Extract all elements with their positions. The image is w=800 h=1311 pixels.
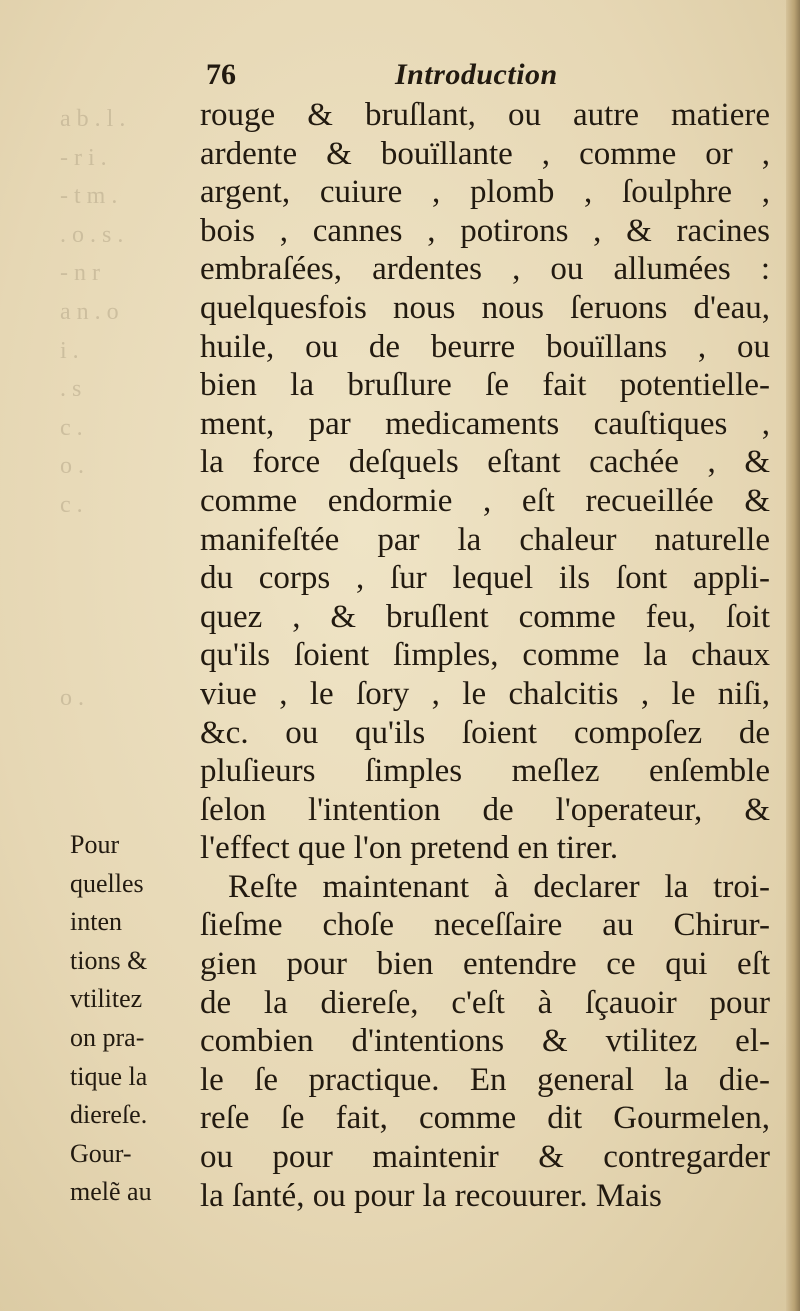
margin-note-line: Pour: [70, 830, 120, 859]
bleed-line: [60, 525, 190, 564]
margin-note-line: vtilitez: [70, 984, 143, 1014]
text-line: quez , & bruſlent comme feu, ſoit: [200, 598, 770, 635]
page-header: [200, 52, 760, 102]
text-line: ment, par medicaments cauſtiques ,: [200, 405, 770, 442]
bleed-line: [60, 602, 190, 641]
text-line: ou pour maintenir & contregarder: [200, 1139, 770, 1176]
text-line: rouge & bruſlant, ou autre matiere: [200, 97, 770, 133]
bleed-line: - n r: [60, 260, 100, 287]
margin-note-line: on pra-: [70, 1022, 145, 1052]
bleed-line: i .: [60, 337, 79, 364]
bleed-line: [60, 563, 190, 602]
text-line: Reſte maintenant à declarer la troi-: [228, 868, 770, 905]
text-line: la force deſquels eſtant cachée , &: [200, 444, 770, 481]
text-line: qu'ils ſoient ſimples, comme la chaux: [200, 637, 770, 674]
bleed-line: a b . l .: [60, 106, 126, 132]
text-line: le ſe practique. En general la die-: [200, 1061, 770, 1098]
text-line: la ſanté, ou pour la recouurer. Mais: [200, 1177, 662, 1214]
text-line: embraſées, ardentes , ou allumées :: [200, 251, 770, 288]
text-line: ſelon l'intention de l'operateur, &: [200, 791, 770, 828]
bleed-line: c .: [60, 491, 83, 518]
text-line: argent, cuiure , plomb , ſoulphre ,: [200, 174, 770, 211]
margin-note-line: inten: [70, 907, 122, 937]
text-line: huile, ou de beurre bouïllans , ou: [200, 328, 770, 365]
body-text: [200, 96, 770, 1215]
text-line: pluſieurs ſimples meſlez enſemble: [200, 753, 770, 790]
text-line: comme endormie , eſt recueillée &: [200, 482, 770, 519]
margin-note-line: diereſe.: [70, 1100, 148, 1130]
bleed-line: c .: [60, 414, 83, 441]
page-number: 76: [206, 58, 236, 91]
bleed-line: o .: [60, 453, 84, 480]
text-line: ſieſme choſe neceſſaire au Chirur-: [200, 907, 770, 944]
margin-note-line: melẽ au: [70, 1177, 152, 1207]
text-line: l'effect que l'on pretend en tirer.: [200, 830, 619, 867]
text-line: de la diereſe, c'eſt à ſçauoir pour: [200, 984, 770, 1021]
bleed-line: o .: [60, 684, 84, 711]
text-line: &c. ou qu'ils ſoient compoſez de: [200, 714, 770, 751]
text-line: viue , le ſory , le chalcitis , le niſi,: [200, 675, 770, 712]
margin-note-line: Gour-: [70, 1138, 132, 1168]
bleed-line: - r i .: [60, 144, 107, 171]
text-line: gien pour bien entendre ce qui eſt: [200, 946, 770, 983]
margin-note: [70, 826, 198, 1212]
text-line: combien d'intentions & vtilitez el-: [200, 1023, 770, 1060]
margin-note-line: quelles: [70, 868, 144, 898]
bleed-line: . o . s .: [60, 221, 124, 248]
bleed-line: . s: [60, 376, 82, 403]
text-line: du corps , ſur lequel ils ſont appli-: [200, 560, 770, 597]
text-line: bois , cannes , potirons , & racines: [200, 212, 770, 249]
bleed-line: a n . o: [60, 298, 119, 325]
bleed-line: [60, 640, 190, 679]
bleed-line: - t m .: [60, 183, 118, 210]
text-line: manifeſtée par la chaleur naturelle: [200, 521, 770, 558]
page-edge-shadow: [786, 0, 800, 1311]
margin-note-line: tions &: [70, 945, 148, 975]
text-line: bien la bruſlure ſe fait potentielle-: [200, 367, 770, 404]
margin-note-line: tique la: [70, 1061, 148, 1091]
text-line: reſe ſe fait, comme dit Gourmelen,: [200, 1100, 770, 1137]
text-line: quelquesfois nous nous ſeruons d'eau,: [200, 289, 770, 326]
bleed-through-text: [60, 100, 190, 750]
running-head: Introduction: [395, 58, 558, 91]
text-line: ardente & bouïllante , comme or ,: [200, 135, 770, 172]
